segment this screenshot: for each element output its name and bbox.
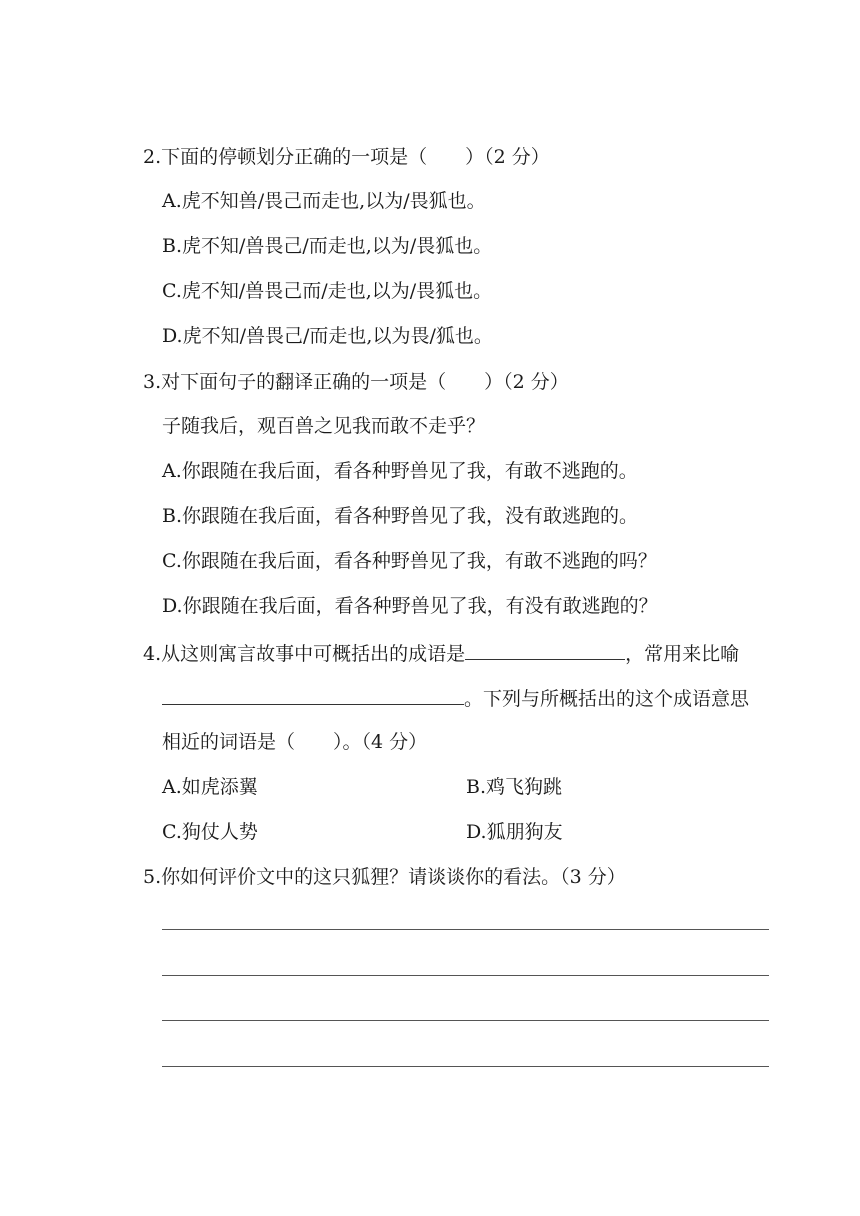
answer-line-3[interactable] [162, 1020, 769, 1021]
question-4-option-b: B.鸡飞狗跳 [466, 776, 563, 798]
question-3-option-d: D.你跟随在我后面，看各种野兽见了我，有没有敢逃跑的？ [162, 595, 658, 617]
question-3-sentence: 子随我后，观百兽之见我而敢不走乎？ [162, 415, 486, 437]
question-2-option-a: A.虎不知兽/畏己而走也,以为/畏狐也。 [162, 190, 486, 212]
meaning-answer-blank[interactable] [162, 684, 464, 705]
question-4-text-2: ，常用来比喻 [625, 643, 740, 665]
question-4-option-c: C.狗仗人势 [162, 821, 258, 843]
question-3-option-a: A.你跟随在我后面，看各种野兽见了我，有敢不逃跑的。 [162, 460, 638, 482]
question-4-text-4: 相近的词语是（ ）。（4 分） [162, 731, 428, 753]
question-4-option-a: A.如虎添翼 [162, 776, 258, 798]
question-4-option-d: D.狐朋狗友 [466, 821, 563, 843]
idiom-answer-blank[interactable] [465, 639, 625, 660]
question-2-option-b: B.虎不知/兽畏己/而走也,以为/畏狐也。 [162, 235, 493, 257]
question-3-option-c: C.你跟随在我后面，看各种野兽见了我，有敢不逃跑的吗？ [162, 550, 657, 572]
question-5-stem: 5.你如何评价文中的这只狐狸？请谈谈你的看法。（3 分） [143, 866, 626, 888]
question-3-option-b: B.你跟随在我后面，看各种野兽见了我，没有敢逃跑的。 [162, 505, 639, 527]
answer-line-2[interactable] [162, 975, 769, 976]
answer-line-4[interactable] [162, 1066, 769, 1067]
question-3-stem: 3.对下面句子的翻译正确的一项是（ ）（2 分） [143, 371, 569, 393]
question-4-line-2 [162, 684, 749, 712]
question-2-stem: 2.下面的停顿划分正确的一项是（ ）（2 分） [143, 146, 550, 168]
question-2-option-c: C.虎不知/兽畏己而/走也,以为/畏狐也。 [162, 280, 493, 302]
question-2-option-d: D.虎不知/兽畏己/而走也,以为畏/狐也。 [162, 325, 493, 347]
question-4-text-1: 4.从这则寓言故事中可概括出的成语是 [143, 643, 466, 665]
answer-line-1[interactable] [162, 929, 769, 930]
question-4-line-1 [143, 639, 739, 667]
question-4-text-3: 。下列与所概括出的这个成语意思 [464, 688, 750, 710]
